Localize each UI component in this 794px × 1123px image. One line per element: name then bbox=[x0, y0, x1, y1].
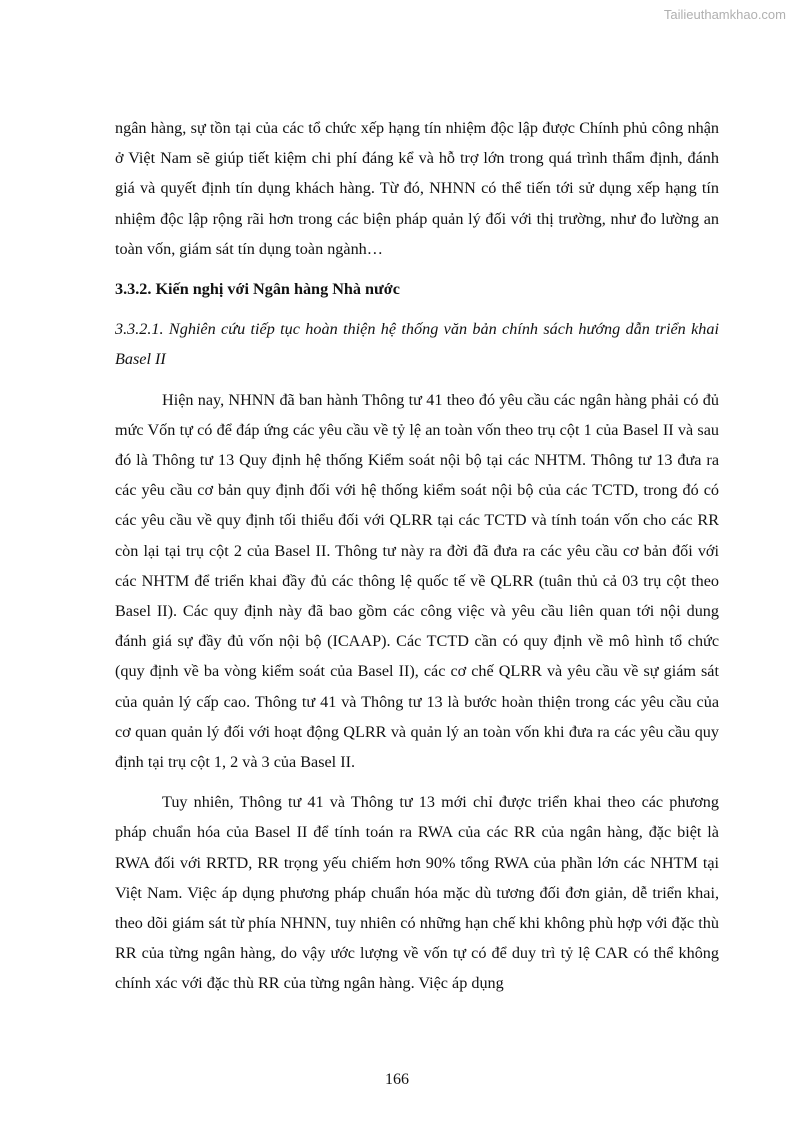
page-number: 166 bbox=[385, 1071, 409, 1088]
body-paragraph-2: Tuy nhiên, Thông tư 41 và Thông tư 13 mới chỉ được triển khai theo các phương pháp chuẩn hóa của Basel II để tính toán ra RWA của các RR của ngân hàng, đặc biệt là RWA đối với RRTD, RR trọng yếu chiếm hơn 90% tổng RWA của phần lớn các NHTM tại Việt Nam. Việc áp dụng phương pháp chuẩn hóa mặc dù tương đối đơn giản, dễ triển khai, theo dõi giám sát từ phía NHNN, tuy nhiên có những hạn chế khi không phù hợp với đặc thù RR của từng ngân hàng, do vậy ước lượng về vốn tự có để duy trì tỷ lệ CAR có thể không chính xác với đặc thù RR của từng ngân hàng. Việc áp dụng bbox=[115, 793, 719, 993]
watermark-text: Tailieuthamkhao.com bbox=[663, 7, 786, 22]
subsection-heading: 3.3.2.1. Nghiên cứu tiếp tục hoàn thiện hệ thống văn bản chính sách hướng dẫn triển khai Basel II bbox=[115, 320, 719, 369]
document-page bbox=[115, 113, 719, 999]
intro-paragraph: ngân hàng, sự tồn tại của các tổ chức xếp hạng tín nhiệm độc lập được Chính phủ công nhận ở Việt Nam sẽ giúp tiết kiệm chi phí đáng kể và hỗ trợ lớn trong quá trình thẩm định, đánh giá và quyết định tín dụng khách hàng. Từ đó, NHNN có thể tiến tới sử dụng xếp hạng tín nhiệm độc lập rộng rãi hơn trong các biện pháp quản lý đối với thị trường, như đo lường an toàn vốn, giám sát tín dụng toàn ngành… bbox=[115, 119, 719, 258]
section-heading: 3.3.2. Kiến nghị với Ngân hàng Nhà nước bbox=[115, 280, 400, 299]
body-paragraph-1: Hiện nay, NHNN đã ban hành Thông tư 41 theo đó yêu cầu các ngân hàng phải có đủ mức Vốn tự có để đáp ứng các yêu cầu về tỷ lệ an toàn vốn theo trụ cột 1 của Basel II và sau đó là Thông tư 13 Quy định hệ thống Kiểm soát nội bộ tại các NHTM. Thông tư 13 đưa ra các yêu cầu cơ bản quy định đối với hệ thống kiểm soát nội bộ của các TCTD, trong đó có các yêu cầu về quy định tối thiểu đối với QLRR tại các TCTD và tính toán vốn cho các RR còn lại tại trụ cột 2 của Basel II. Thông tư này ra đời đã đưa ra các yêu cầu cơ bản đối với các NHTM để triển khai đầy đủ các thông lệ quốc tế về QLRR (tuân thủ cả 03 trụ cột theo Basel II). Các quy định này đã bao gồm các công việc và yêu cầu liên quan tới nội dung đánh giá sự đầy đủ vốn nội bộ (ICAAP). Các TCTD cần có quy định về mô hình tổ chức (quy định về ba vòng kiểm soát của Basel II), các cơ chế QLRR và yêu cầu về sự giám sát của quản lý cấp cao. Thông tư 41 và Thông tư 13 là bước hoàn thiện trong các yêu cầu của cơ quan quản lý đối với hoạt động QLRR và quản lý an toàn vốn khi đưa ra các yêu cầu quy định tại trụ cột 1, 2 và 3 của Basel II. bbox=[115, 390, 719, 772]
